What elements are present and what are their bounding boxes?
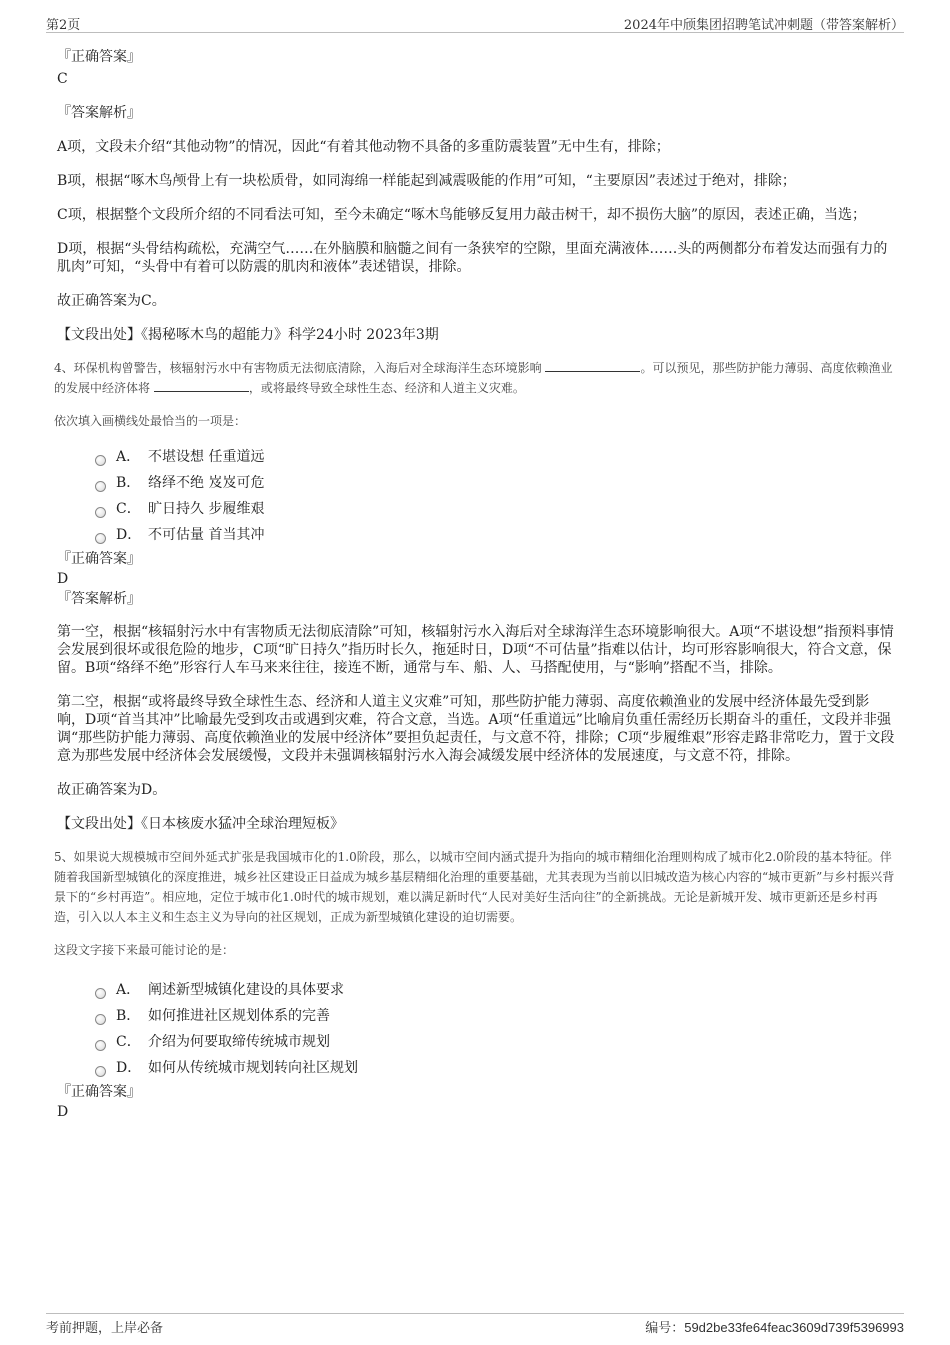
source-line (57, 326, 897, 344)
option-list (95, 977, 897, 1081)
analysis-label: 『答案解析』 (57, 591, 141, 607)
radio-icon[interactable] (95, 1014, 106, 1025)
option-letter: C． (116, 501, 141, 517)
question-text-part: ，或将最终导致全球性生态、经济和人道主义灾难。 (248, 381, 525, 395)
radio-icon[interactable] (95, 455, 106, 466)
analysis-paragraph: B项，根据“啄木鸟颅骨上有一块松质骨，如同海绵一样能起到减震吸能的作用”可知，“主要原因”表述过于绝对，排除； (57, 173, 796, 189)
answer-value: C (57, 71, 68, 87)
analysis-paragraph: 第一空，根据“核辐射污水中有害物质无法彻底清除”可知，核辐射污水入海后对全球海洋生态环境影响很大。A项“不堪设想”指预料事情会发展到很坏或很危险的地步，C项“旷日持久”指历时长久，拖延时日，D项“不可估量”指难以估计，均可形容影响很大，符合文意，保留。B项“络绎不绝”形容行人车马来来往往，接连不断，通常与车、船、人、马搭配使用，与“影响”搭配不当，排除。 (57, 624, 894, 676)
option-b[interactable] (95, 470, 897, 496)
option-text: 不可估量 首当其冲 (148, 527, 265, 543)
option-letter: B． (116, 475, 141, 491)
question-prompt: 依次填入画横线处最恰当的一项是： (54, 414, 247, 428)
fill-blank (545, 360, 640, 372)
option-letter: D． (116, 1060, 142, 1076)
option-text: 阐述新型城镇化建设的具体要求 (148, 982, 344, 998)
question-text-part: 。可以预见，那些防护能力薄弱、高度依赖渔业的发展中经济体将 (54, 361, 893, 395)
correct-answer-label: 『正确答案』 (57, 1084, 141, 1100)
option-letter: D． (116, 527, 142, 543)
document-title: 2024年中颀集团招聘笔试冲刺题（带答案解析） (623, 18, 904, 33)
page-footer (46, 1313, 904, 1334)
analysis-paragraph: D项，根据“头骨结构疏松，充满空气……在外脑膜和脑髓之间有一条狭窄的空隙，里面充满液体……头的两侧都分布着发达而强有力的肌肉”可知，“头骨中有着可以防震的肌肉和液体”表述错误，排除。 (57, 241, 888, 275)
option-list (95, 444, 897, 548)
option-letter: A． (116, 982, 141, 998)
question-text (54, 358, 897, 398)
analysis-paragraph: C项，根据整个文段所介绍的不同看法可知，至今未确定“啄木鸟能够反复用力敲击树干，却不损伤大脑”的原因，表述正确，当选； (57, 207, 867, 223)
option-text: 如何推进社区规划体系的完善 (148, 1008, 330, 1024)
question-prompt: 这段文字接下来最可能讨论的是： (54, 943, 235, 957)
option-b[interactable] (95, 1003, 897, 1029)
option-c[interactable] (95, 1029, 897, 1055)
correct-answer-label: 『正确答案』 (57, 49, 141, 65)
page-header (46, 12, 904, 33)
page-number: 第2页 (46, 18, 81, 33)
answer-value: D (57, 571, 69, 587)
radio-icon[interactable] (95, 1040, 106, 1051)
source-line (57, 815, 897, 833)
document-code (645, 1317, 904, 1336)
option-text: 不堪设想 任重道远 (148, 449, 265, 465)
option-text: 介绍为何要取缔传统城市规划 (148, 1034, 330, 1050)
radio-icon[interactable] (95, 481, 106, 492)
answer-value: D (57, 1104, 69, 1120)
footer-slogan: 考前押题，上岸必备 (46, 1321, 164, 1336)
option-text: 络绎不绝 岌岌可危 (148, 475, 265, 491)
analysis-paragraph: 第二空，根据“或将最终导致全球性生态、经济和人道主义灾难”可知，那些防护能力薄弱、高度依赖渔业的发展中经济体最先受到影响，D项“首当其冲”比喻最先受到攻击或遇到灾难，符合文意，当选。A项“任重道远”比喻肩负重任需经历长期奋斗的重任，文段并非强调“那些防护能力薄弱、高度依赖渔业的发展中经济体”要担负起责任，与文意不符，排除；C项“步履维艰”形容走路非常吃力，置于文段意为那些发展中经济体会发展缓慢，文段并未强调核辐射污水入海会减缓发展中经济体的发展速度，与文意不符，排除。 (57, 694, 895, 764)
option-text: 旷日持久 步履维艰 (148, 501, 265, 517)
source-prefix: 【文段出处】 (57, 816, 141, 832)
option-letter: C． (116, 1034, 141, 1050)
option-letter: A． (116, 449, 141, 465)
radio-icon[interactable] (95, 533, 106, 544)
option-a[interactable] (95, 977, 897, 1003)
fill-blank (154, 380, 249, 392)
code-label: 编号： (645, 1321, 685, 1336)
option-d[interactable] (95, 1055, 897, 1081)
content (54, 44, 897, 1121)
code-value: 59d2be33fe64feac3609d739f5396993 (684, 1320, 904, 1335)
correct-answer-label: 『正确答案』 (57, 551, 141, 567)
question-text: 5、如果说大规模城市空间外延式扩张是我国城市化的1.0阶段，那么，以城市空间内涵式提升为指向的城市精细化治理则构成了城市化2.0阶段的基本特征。伴随着我国新型城镇化的深度推进，城乡社区建设正日益成为城乡基层精细化治理的重要基础，尤其表现为当前以旧城改造为核心内容的“城市更新”与乡村振兴背景下的“乡村再造”。相应地，定位于城市化1.0时代的城市规划，难以满足新时代“人民对美好生活向往”的全新挑战。无论是新城开发、城市更新还是乡村再造，引入以人本主义和生态主义为导向的社区规划，正成为新型城镇化建设的迫切需要。 (54, 850, 895, 924)
source-prefix: 【文段出处】 (57, 327, 141, 343)
option-d[interactable] (95, 522, 897, 548)
option-letter: B． (116, 1008, 141, 1024)
option-a[interactable] (95, 444, 897, 470)
analysis-paragraph: A项，文段未介绍“其他动物”的情况，因此“有着其他动物不具备的多重防震装置”无中生有，排除； (57, 139, 670, 155)
analysis-label: 『答案解析』 (57, 105, 141, 121)
option-text: 如何从传统城市规划转向社区规划 (148, 1060, 358, 1076)
radio-icon[interactable] (95, 1066, 106, 1077)
question-text-part: 4、环保机构曾警告，核辐射污水中有害物质无法彻底清除，入海后对全球海洋生态环境影响 (54, 361, 542, 375)
option-c[interactable] (95, 496, 897, 522)
radio-icon[interactable] (95, 507, 106, 518)
radio-icon[interactable] (95, 988, 106, 999)
analysis-conclusion: 故正确答案为C。 (57, 293, 166, 309)
source-text: 《揭秘啄木鸟的超能力》科学24小时 2023年3期 (141, 327, 439, 343)
analysis-conclusion: 故正确答案为D。 (57, 782, 167, 798)
source-text: 《日本核废水猛冲全球治理短板》 (141, 816, 344, 832)
